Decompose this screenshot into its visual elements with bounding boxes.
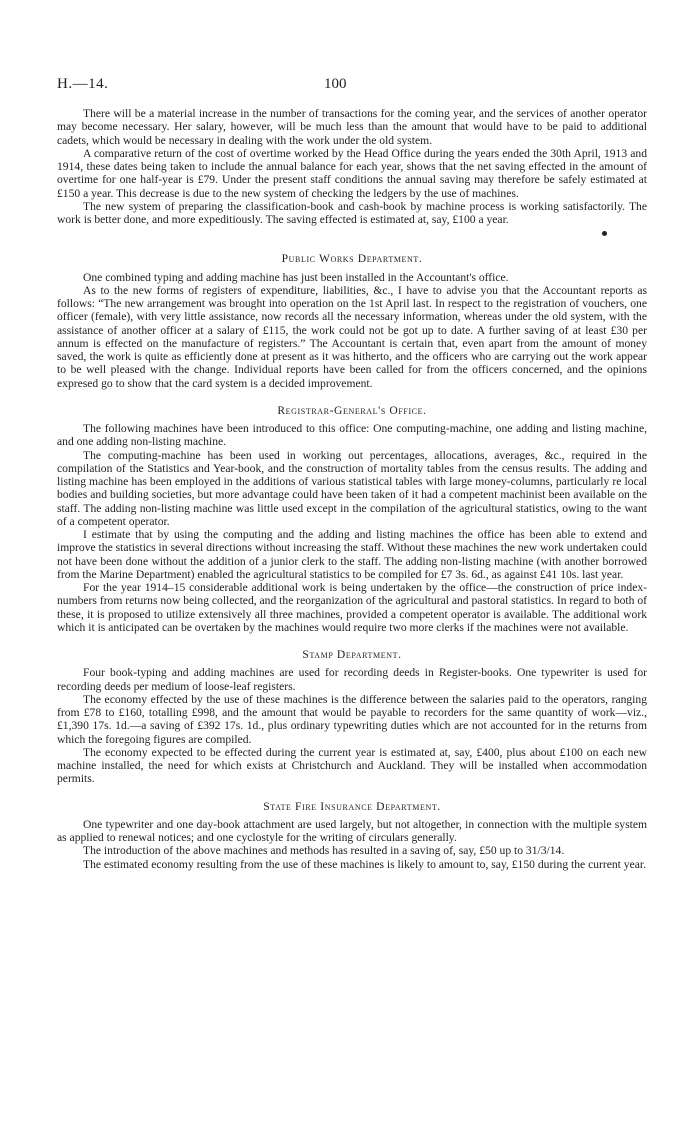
page-header	[57, 76, 647, 96]
paragraph: The introduction of the above machines and methods has resulted in a saving of, say, £50 up to 31/3/14.	[83, 844, 565, 858]
document-body	[57, 107, 647, 871]
paragraph: I estimate that by using the computing and the adding and listing machines the office has been able to extend and improve the statistics in several directions without increasing the staff. Without these machines the new work undertaken could not have been done without the addition of a junior clerk to the staff. The adding non-listing machine (with another borrowed from the Marine Department) enabled the agricultural statistics to be compiled for £7 3s. 6d., as against £41 10s. last year.	[57, 528, 647, 581]
section-heading: Stamp Department.	[302, 648, 402, 661]
paragraph: A comparative return of the cost of overtime worked by the Head Office during the years ended the 30th April, 1913 and 1914, these dates being taken to include the annual balance for each year, shows that the net saving effected in the amount of overtime for one half-year is £79. Under the present staff conditions the annual saving may therefore be safely estimated at £150 a year. This decrease is due to the new system of checking the ledgers by the use of machines.	[57, 146, 647, 200]
paragraph: There will be a material increase in the number of transactions for the coming year, and the services of another operator may become necessary. Her salary, however, will be much less than the amount that would have to be paid to additional cadets, which would be necessary in dealing with the work under the old system.	[57, 107, 647, 147]
paragraph: The economy effected by the use of these machines is the difference between the salaries paid to the operators, ranging from £78 to £160, totalling £998, and the amount that would be payable to recorders for the same quantity of work—viz., £1,390 17s. 1d.—a saving of £392 17s. 1d., plus ordinary typewriting duties which are not accounted for in the returns from which the foregoing figures are compiled.	[57, 692, 647, 746]
page-number: 100	[324, 76, 347, 92]
paragraph: Four book-typing and adding machines are used for recording deeds in Register-books. One typewriter is used for recording deeds per medium of loose-leaf registers.	[57, 666, 647, 693]
ink-mark	[57, 226, 607, 238]
paragraph: The following machines have been introduced to this office: One computing-machine, one adding and listing machine, and one adding non-listing machine.	[57, 422, 647, 449]
section-intro	[57, 107, 647, 226]
section-heading: Registrar-General's Office.	[277, 403, 427, 417]
section-heading: Public Works Department.	[281, 252, 423, 266]
section-public-works	[57, 252, 647, 390]
paragraph: The new system of preparing the classification-book and cash-book by machine process is working satisfactorily. The work is better done, and more expeditiously. The saving effected is estimated at, say, £100 a year.	[57, 199, 647, 226]
section-state-fire-insurance	[57, 800, 647, 871]
paragraph: For the year 1914–15 considerable additional work is being undertaken by the office—the construction of price index-numbers from returns now being collected, and the reorganization of the agricultural and pastoral statistics. In regard to both of these, it is proposed to utilize extensively all three machines, provided a competent operator is available. The additional work which it is anticipated can be overtaken by the machines would require two more clerks if the machines were not available.	[57, 581, 647, 634]
section-heading: State Fire Insurance Department.	[263, 799, 441, 813]
section-stamp-department	[57, 648, 647, 786]
paragraph: One typewriter and one day-book attachment are used largely, but not altogether, in connection with the multiple system as applied to renewal notices; and one cyclostyle for the writing of circulars generally.	[57, 817, 647, 844]
paragraph: The estimated economy resulting from the use of these machines is likely to amount to, say, £150 during the current year.	[83, 857, 647, 871]
paragraph: One combined typing and adding machine has just been installed in the Accountant's office.	[83, 270, 509, 284]
paragraph: The computing-machine has been used in working out percentages, allocations, averages, &c., required in the compilation of the Statistics and Year-book, and the construction of mortality tables from the census results. The adding and listing machine has been employed in the additions of various statistical tables with large money-columns, particularly re local bodies and building societies, but more advantage could have been taken of it had a competent machinist been available on the staff. The adding non-listing machine was little used except in the compilation of the agricultural statistics, owing to the want of a competent operator.	[57, 448, 647, 528]
paragraph: As to the new forms of registers of expenditure, liabilities, &c., I have to advise you that the Accountant reports as follows: “The new arrangement was brought into operation on the 1st April last. In respect to the registration of vouchers, one officer (female), with very little assistance, now records all the necessary information, whereas under the old system, with the assistance of another officer at a salary of £115, the work could not be got up to date. A further saving of at least £30 per annum is effected on the manufacture of registers.” The Accountant is certain that, even apart from the amount of money saved, the work is quite as efficiently done at present as it was hitherto, and the officers who are carrying out the work appear to be well pleased with the change. Individual reports have been called for from the officers concerned, and the opinions expresed go to show that the card system is a decided improvement.	[57, 283, 647, 390]
section-registrar-general	[57, 404, 647, 634]
paragraph: The economy expected to be effected during the current year is estimated at, say, £400, plus about £100 on each new machine installed, the need for which exists at Christchurch and Auckland. They will be installed when accommodation permits.	[57, 745, 647, 786]
document-reference: H.—14.	[57, 76, 109, 92]
